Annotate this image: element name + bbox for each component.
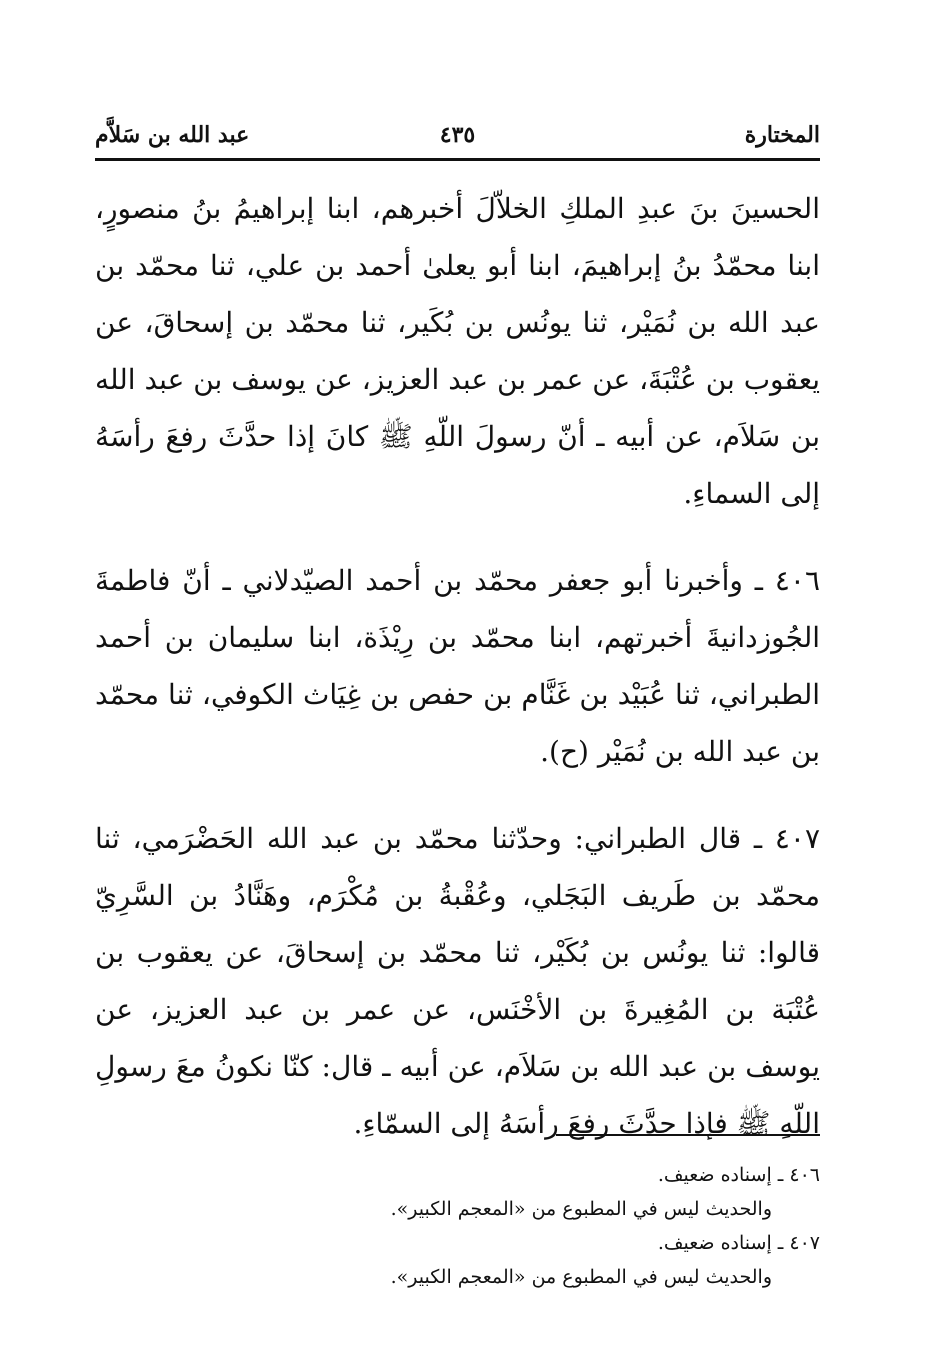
running-header <box>95 118 820 161</box>
page-number: ٤٣٥ <box>439 122 476 148</box>
hadith-407: ٤٠٧ ـ قال الطبراني: وحدّثنا محمّد بن عبد الله الحَضْرَمي، ثنا محمّد بن طَريف البَجَلي، وعُقْبةُ بن مُكْرَم، وهَنَّادُ بن السَّرِيّ قالوا: ثنا يونُس بن بُكَيْر، ثنا محمّد بن إسحاقَ، عن يعقوب بن عُتْبَة بن المُغِيرةَ بن الأخْنَس، عن عمر بن عبد العزيز، عن يوسف بن عبد الله بن سَلاَم، عن أبيه ـ قال: كنّا نكونُ معَ رسولِ اللّهِ ﷺ فإذا حدَّثَ رفعَ رأسَهُ إلى السمّاءِ. <box>95 822 820 1140</box>
footnote-407-grade: ٤٠٧ ـ إسناده ضعيف. <box>657 1232 820 1254</box>
footnotes <box>300 1158 820 1294</box>
footnote-407-note: والحديث ليس في المطبوع من «المعجم الكبير». <box>390 1266 772 1288</box>
main-text <box>95 180 820 1152</box>
book-title: المختارة <box>744 122 820 148</box>
hadith-406: ٤٠٦ ـ وأخبرنا أبو جعفر محمّد بن أحمد الصيّدلاني ـ أنّ فاطمةَ الجُوزدانيةَ أخبرتهم، ابنا محمّد بن رِيْذَة، ابنا سليمان بن أحمد الطبراني، ثنا عُبَيْد بن غَنَّام بن حفص بن غِيَاث الكوفي، ثنا محمّد بن عبد الله بن نُمَيْر (ح). <box>95 564 820 768</box>
footnote-separator <box>556 1134 820 1136</box>
footnote-406-note: والحديث ليس في المطبوع من «المعجم الكبير». <box>390 1198 772 1220</box>
chapter-title: عبد الله بن سَلاَّم <box>95 122 250 148</box>
paragraph-continuation: الحسينَ بنَ عبدِ الملكِ الخلاّلَ أخبرهم، ابنا إبراهيمُ بنُ منصورٍ، ابنا محمّدُ بنُ إبراهيمَ، ابنا أبو يعلىٰ أحمد بن علي، ثنا محمّد بن عبد الله بن نُمَيْر، ثنا يونُس بن بُكَير، ثنا محمّد بن إسحاقَ، عن يعقوب بن عُتْبَةَ، عن عمر بن عبد العزيز، عن يوسف بن عبد الله بن سَلاَم، عن أبيه ـ أنّ رسولَ اللّهِ ﷺ كانَ إذا حدَّثَ رفعَ رأسَهُ إلى السماءِ. <box>94 192 820 510</box>
footnote-406-grade: ٤٠٦ ـ إسناده ضعيف. <box>657 1164 820 1186</box>
